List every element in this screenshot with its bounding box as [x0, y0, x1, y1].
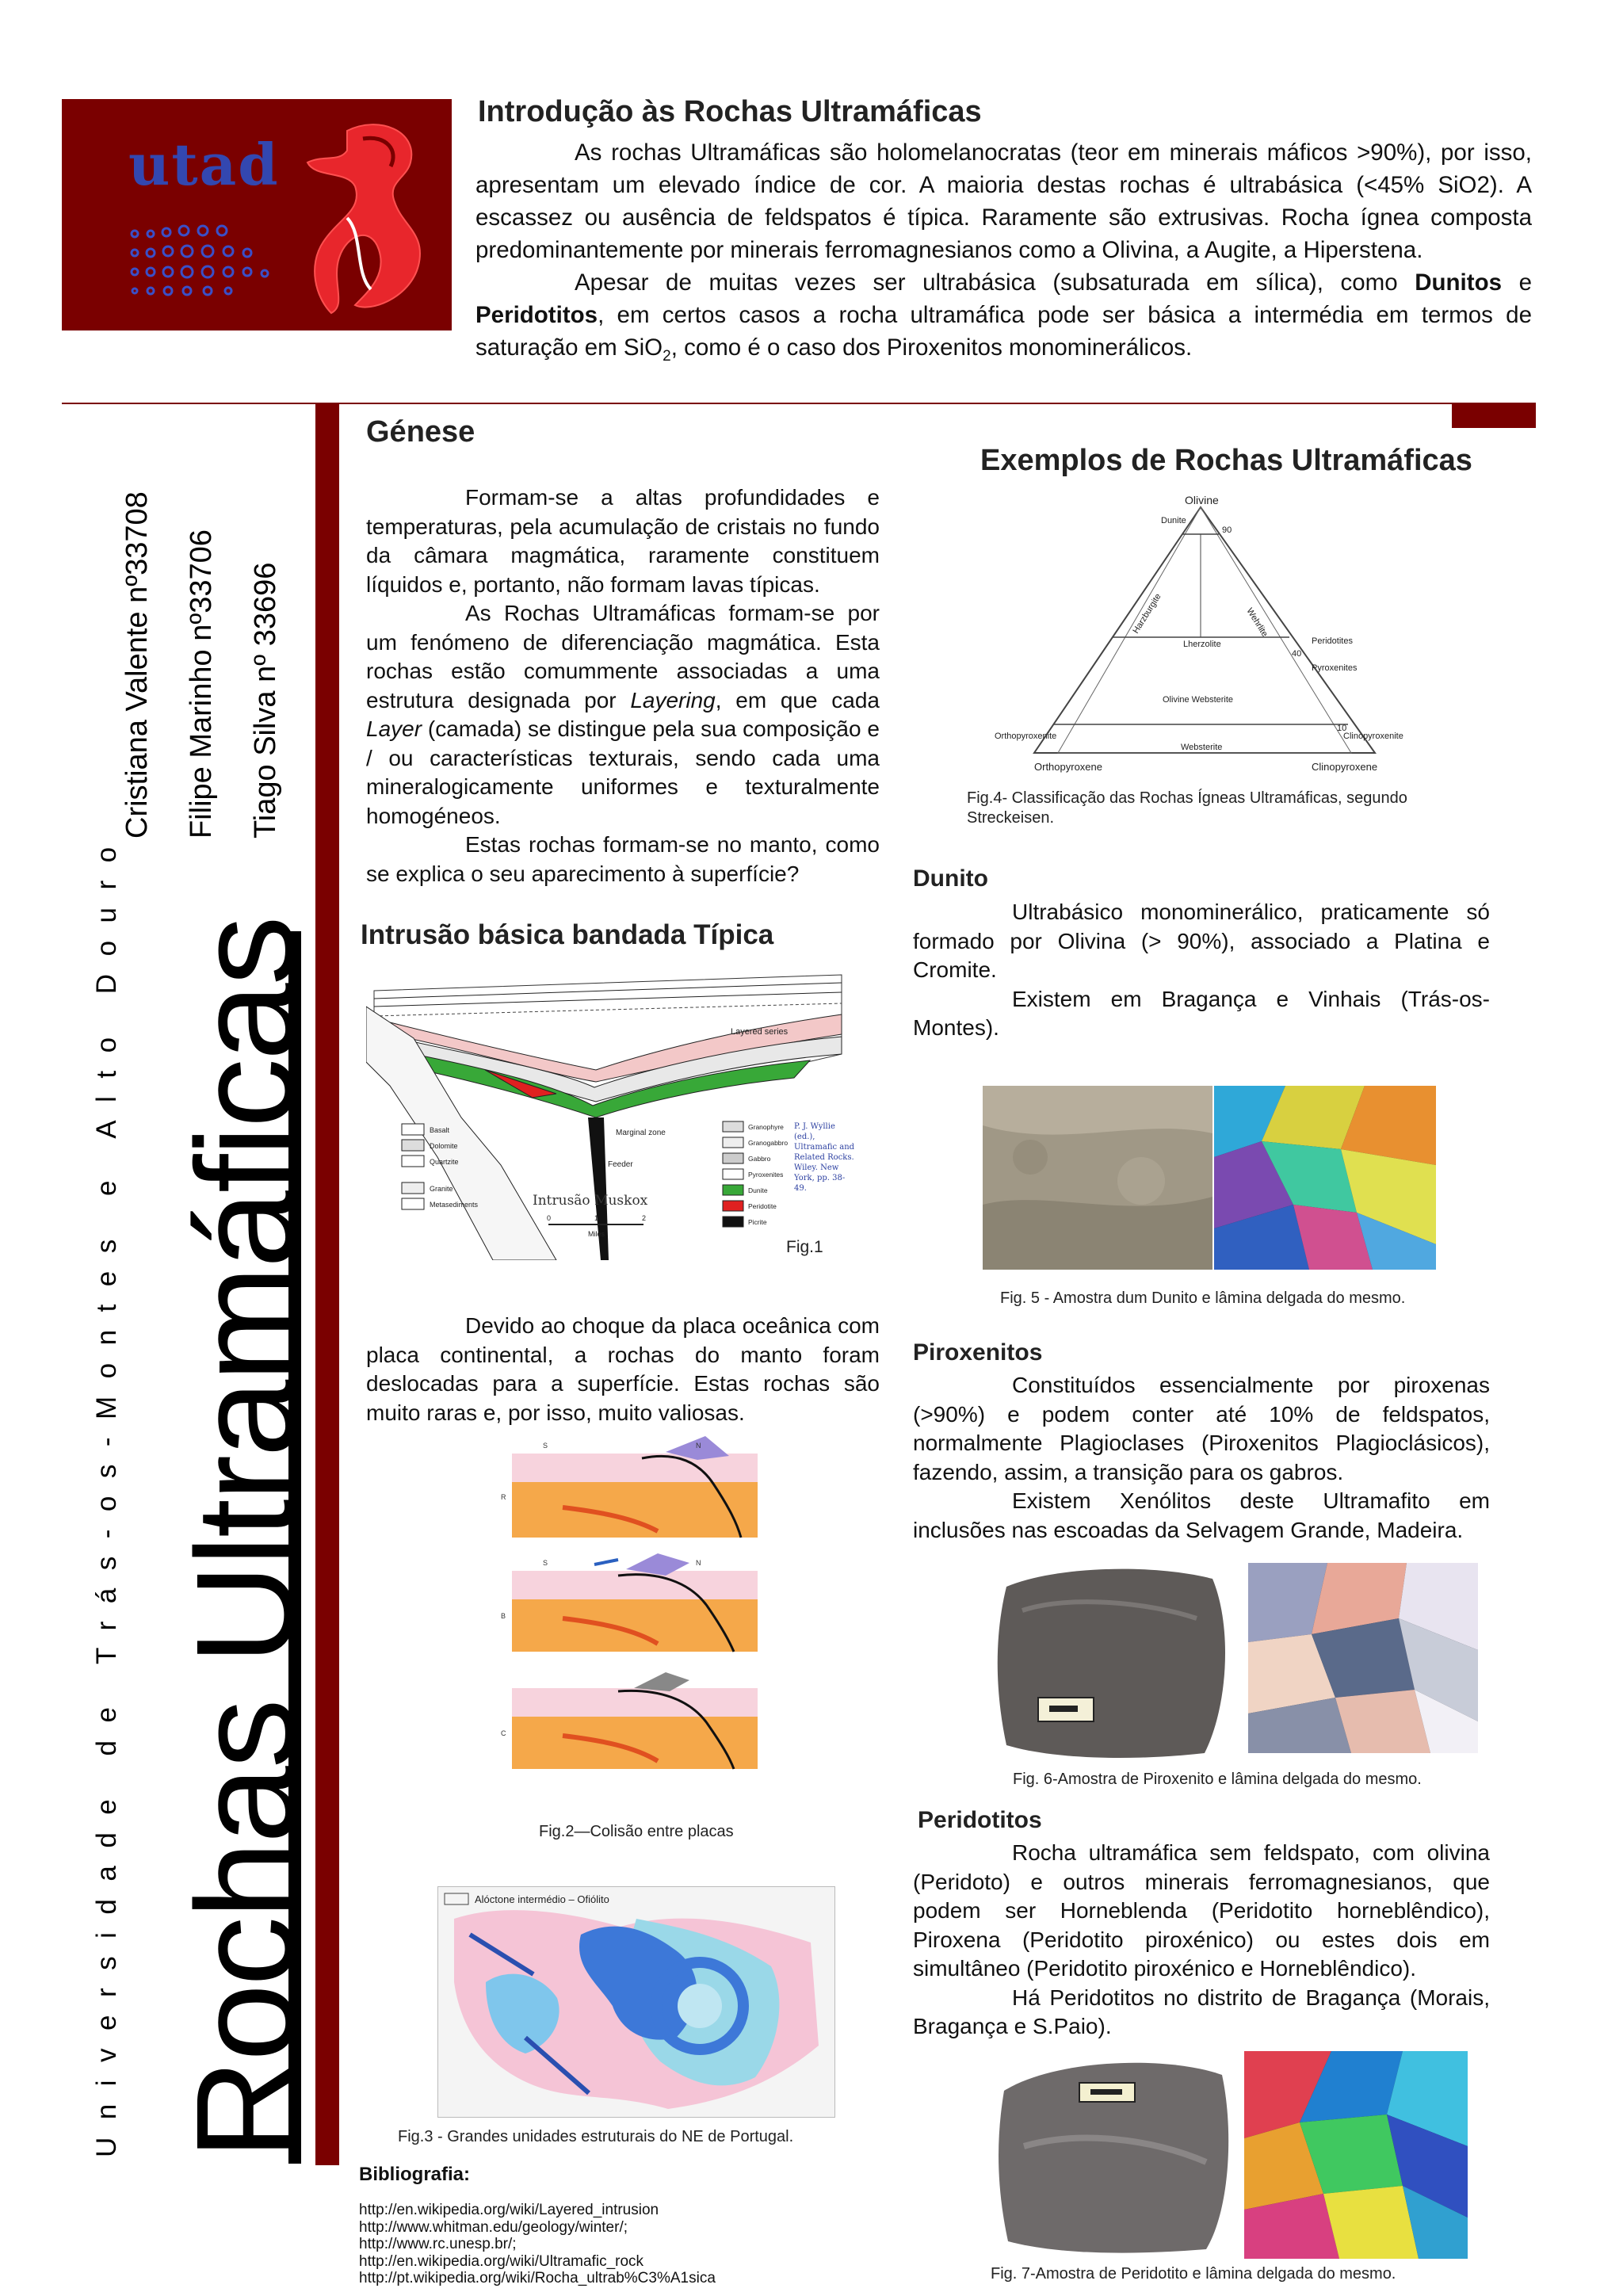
header-divider: [62, 403, 1536, 404]
intro-text: [475, 136, 1532, 372]
svg-text:Gabbro: Gabbro: [748, 1155, 771, 1163]
dunito-title: Dunito: [913, 865, 988, 892]
map-legend: Alóctone intermédio – Ofiólito: [475, 1893, 609, 1905]
collision-stage-c: [501, 1672, 758, 1769]
ultramafic-triangle-diagram: [995, 491, 1423, 777]
svg-text:1: 1: [594, 1214, 599, 1222]
examples-title: Exemplos de Rochas Ultramáficas: [980, 444, 1472, 477]
triangle-40: 40: [1292, 649, 1302, 659]
peridotite-sample-photo: [992, 2051, 1238, 2257]
university-name: Universidade de Trás-os-Montes e Alto Douro: [91, 829, 122, 2157]
fig2-caption: Fig.2—Colisão entre placas: [539, 1823, 734, 1840]
bibliography-item[interactable]: http://en.wikipedia.org/wiki/Ultramafic_rock: [359, 2252, 644, 2270]
utad-logo-text: utad: [128, 131, 280, 198]
genese-paragraph-1: Formam-se a altas profundidades e temperaturas, pela acumulação de cristais no fundo da câmara magmática, raramente constituem líquidos e, portanto, não formam lavas típicas.: [366, 485, 880, 597]
intrusion-title: Intrusão básica bandada Típica: [361, 919, 774, 950]
logo-dragon-icon: [300, 115, 434, 321]
intrusion-diagram: [366, 959, 857, 1260]
svg-text:Granite: Granite: [430, 1185, 453, 1193]
triangle-wehrlite: Wehrlite: [1244, 606, 1270, 639]
peridotite-thin-section-photo: [1244, 2051, 1468, 2259]
fig1-label: Fig.1: [786, 1238, 823, 1256]
svg-text:C: C: [501, 1729, 506, 1737]
author-3: Tiago Silva nº 33696: [249, 562, 282, 839]
triangle-clinopyroxene: Clinopyroxene: [1312, 761, 1378, 773]
bibliography-item[interactable]: http://pt.wikipedia.org/wiki/Rocha_ultrab%C3%A1sica: [359, 2270, 716, 2286]
svg-text:0: 0: [547, 1214, 552, 1222]
author-1: Cristiana Valente nº33708: [120, 491, 154, 839]
fig3-caption: Fig.3 - Grandes unidades estruturais do NE de Portugal.: [398, 2128, 794, 2145]
bibliography-title: Bibliografia:: [359, 2164, 471, 2185]
collision-stage-b: [501, 1553, 758, 1652]
svg-text:B: B: [501, 1612, 506, 1620]
piroxenitos-title: Piroxenitos: [913, 1339, 1043, 1366]
peridotitos-paragraph-2: Há Peridotitos no distrito de Bragança (Morais, Bragança e S.Paio).: [913, 1985, 1490, 2038]
collision-stage-r: [501, 1436, 758, 1538]
dunito-paragraph-2: Existem em Bragança e Vinhais (Trás-os-Montes).: [913, 986, 1490, 1040]
svg-text:Picrite: Picrite: [748, 1218, 767, 1226]
intrusion-citation: P. J. Wyllie (ed.), Ultramafic and Related Rocks. Wiley. New York, pp. 38-49.: [794, 1122, 855, 1193]
bibliography-item[interactable]: http://en.wikipedia.org/wiki/Layered_intrusion: [359, 2202, 659, 2218]
triangle-orthopyroxenite: Orthopyroxenite: [995, 732, 1057, 741]
triangle-orthopyroxene: Orthopyroxene: [1034, 761, 1102, 773]
svg-text:Granogabbro: Granogabbro: [748, 1139, 789, 1147]
intrusion-label-marginal-zone: Marginal zone: [616, 1129, 666, 1137]
bibliography-item[interactable]: http://www.whitman.edu/geology/winter/;: [359, 2218, 628, 2236]
piroxenitos-text: [913, 1371, 1490, 1545]
header-divider-block: [1452, 404, 1536, 428]
triangle-harzburgite: Harzburgite: [1131, 592, 1163, 636]
triangle-clinopyroxenite: Clinopyroxenite: [1343, 732, 1403, 741]
triangle-olivine: Olivine: [1185, 494, 1219, 506]
triangle-lherzolite: Lherzolite: [1183, 640, 1221, 649]
svg-text:Metasediments: Metasediments: [430, 1201, 479, 1209]
genese-text: [366, 483, 880, 888]
peridotitos-text: [913, 1839, 1490, 2042]
svg-text:Dolomite: Dolomite: [430, 1142, 458, 1150]
bibliography-item[interactable]: http://www.rc.unesp.br/;: [359, 2236, 517, 2252]
svg-text:R: R: [501, 1493, 506, 1501]
svg-text:Peridotite: Peridotite: [748, 1202, 777, 1210]
genese-title: Génese: [366, 415, 475, 449]
pyroxenite-sample-photo: [991, 1563, 1236, 1761]
intro-paragraph-1: As rochas Ultramáficas são holomelanocratas (teor em minerais máficos >90%), por isso, apresentam um elevado índice de cor. A maioria destas rochas é ultrabásica (<45% SiO2). A escassez ou ausência de feldspatos é típica. Raramente são extrusivas. Rocha ígnea composta predominantemente por minerais ferromagnesianos como a Olivina, a Augite, a Hiperstena.: [475, 139, 1532, 263]
dunite-sample-photo: [983, 1086, 1212, 1270]
triangle-pyroxenites: Pyroxenites: [1312, 663, 1358, 673]
svg-text:Basalt: Basalt: [430, 1126, 450, 1134]
triangle-10: 10: [1337, 724, 1347, 733]
piroxenitos-paragraph-2: Existem Xenólitos deste Ultramafito em inclusões nas escoadas da Selvagem Grande, Madeira.: [913, 1488, 1490, 1542]
sidebar-title: Rochas Ultramáficas: [168, 918, 323, 2160]
collision-diagram: [499, 1436, 769, 1801]
svg-text:N: N: [696, 1442, 701, 1450]
svg-text:S: S: [543, 1559, 548, 1567]
genese-paragraph-3: Estas rochas formam-se no manto, como se explica o seu aparecimento à superfície?: [366, 832, 880, 886]
triangle-90: 90: [1222, 525, 1232, 535]
scale-bar: [547, 1214, 646, 1238]
intrusion-diagram-title: Intrusão Muskox: [533, 1193, 648, 1209]
collision-text: [366, 1312, 880, 1427]
svg-text:Quartzite: Quartzite: [430, 1158, 459, 1166]
triangle-peridotites: Peridotites: [1312, 636, 1353, 646]
intro-title: Introdução às Rochas Ultramáficas: [478, 95, 982, 128]
svg-text:Granophyre: Granophyre: [748, 1123, 784, 1131]
dunito-text: [913, 898, 1490, 1043]
peridotitos-title: Peridotitos: [918, 1807, 1042, 1833]
piroxenitos-paragraph-1: Constituídos essencialmente por piroxenas (>90%) e podem conter até 10% de feldspatos, normalmente Plagioclases (Piroxenitos Plagioclásicos), fazendo, assim, a transição para os gabros.: [913, 1373, 1490, 1484]
svg-text:Pyroxenites: Pyroxenites: [748, 1171, 784, 1179]
fig5-caption: Fig. 5 - Amostra dum Dunito e lâmina delgada do mesmo.: [1000, 1289, 1406, 1307]
svg-text:S: S: [543, 1442, 548, 1450]
legend-right: [723, 1121, 788, 1227]
dunite-thin-section-photo: [1214, 1086, 1436, 1270]
svg-text:2: 2: [642, 1214, 647, 1222]
triangle-websterite: Websterite: [1181, 743, 1223, 752]
svg-text:Miles: Miles: [588, 1230, 605, 1238]
ne-portugal-map: [437, 1886, 835, 2118]
utad-logo: [62, 99, 452, 330]
intro-paragraph-2: Apesar de muitas vezes ser ultrabásica (subsaturada em sílica), como Dunitos e Peridotitos, em certos casos a rocha ultramáfica pode ser básica a intermédia em termos de saturação em SiO$_2$, como é o caso dos Piroxenitos monominerálicos.: [475, 269, 1533, 365]
fig4-caption: Fig.4- Classificação das Rochas Ígneas Ultramáficas, segundo Streckeisen.: [967, 789, 1407, 827]
triangle-dunite: Dunite: [1161, 516, 1186, 525]
intrusion-label-feeder: Feeder: [608, 1160, 633, 1169]
genese-paragraph-2: As Rochas Ultramáficas formam-se por um fenómeno de diferenciação magmática. Esta rochas estão comummente associadas a uma estrutura designada por Layering, em que cada Layer (camada) se distingue pela sua composição e / ou características texturais, sendo cada uma mineralogicamente uniformes e texturalmente homogéneos.: [366, 601, 880, 828]
dunito-paragraph-1: Ultrabásico monominerálico, praticamente só formado por Olivina (> 90%), associado a Platina e Cromite.: [913, 900, 1490, 982]
intrusion-label-layered-series: Layered series: [731, 1027, 789, 1037]
svg-text:N: N: [696, 1559, 701, 1567]
author-2: Filipe Marinho nº33706: [185, 529, 218, 839]
fig7-caption: Fig. 7-Amostra de Peridotito e lâmina delgada do mesmo.: [991, 2265, 1396, 2283]
svg-text:Dunite: Dunite: [748, 1186, 768, 1194]
pyroxenite-thin-section-photo: [1248, 1563, 1478, 1753]
fig6-caption: Fig. 6-Amostra de Piroxenito e lâmina delgada do mesmo.: [1013, 1771, 1422, 1788]
triangle-olivine-websterite: Olivine Websterite: [1163, 695, 1234, 705]
peridotitos-paragraph-1: Rocha ultramáfica sem feldspato, com olivina (Peridoto) e outros minerais ferromagnesianos, que podem ser Horneblenda (Peridotito horneblêndico), Piroxena (Peridotito piroxénico) ou estes dois em simultâneo (Peridotito piroxénico e Horneblêndico).: [913, 1840, 1490, 1981]
logo-dots-icon: [125, 218, 300, 305]
bibliography-list: [359, 2202, 716, 2287]
collision-paragraph: Devido ao choque da placa oceânica com placa continental, a rochas do manto foram deslocadas para a superfície. Estas rochas são muito raras e, por isso, muito valiosas.: [366, 1313, 880, 1425]
